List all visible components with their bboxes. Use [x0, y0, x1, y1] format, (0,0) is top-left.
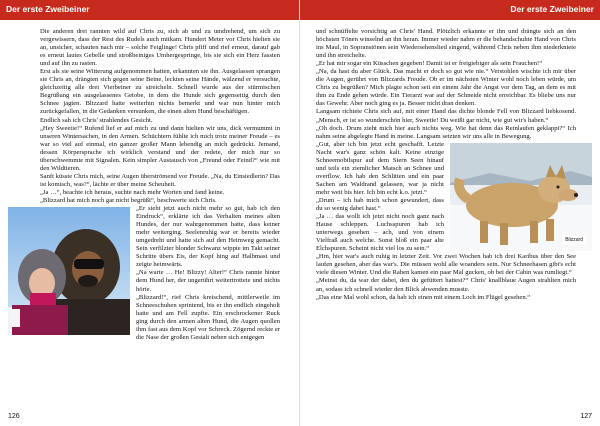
photo-couple-in-winter: [8, 207, 130, 335]
photo-caption: Blizzard: [562, 235, 586, 245]
chapter-title: Der erste Zweibeiner: [6, 4, 90, 14]
paragraph: „Ja …“, beachte ich heraus, suchte nach mehr Worten und fand keine.: [40, 188, 225, 196]
paragraph: „Oh doch. Drum zieht mich hier auch nichts weg. Wie hat denn das Reinlaufen geklappt?“ Ich nahm seine abgelegte Hand in meine. Langsam setzten wir uns alle in Bewegung.: [316, 124, 576, 140]
page-number: 126: [8, 413, 20, 420]
paragraph: „Er sieht jetzt auch nicht mehr so gut, hab ich den Eindruck“, erklärte ich das Verhalten meines alten Hundes, der nur wahrgenommen hatte, dass keiner mehr weiterging. Seelenruhig war er bereits wieder umgedreht und hatte sich auf den Heimweg gemacht. Sein verfilzter blonder Schwanz wippte im Takt seiner Schritte übers Eis, der Kopf hing auf Halbmast und zeigte heimwärts.: [136, 205, 280, 269]
paragraph: Langsam richtete Chris sich auf, mit einer Hand das dichte blonde Fell von Blizzard liebkosend. „Mensch, er ist so wunderschön hier, Sweetie! Du weißt gar nicht, wie gut wir's haben.“: [316, 108, 576, 124]
body-text: [40, 28, 280, 342]
paragraph: „Gut, aber ich bin jetzt echt geschafft. Letzte Nacht war's ganz schön kalt. Keine einzige Schneemobilspur auf dem Stern Seen hinauf und teils ein ziemlicher Matsch an Schnee und overflow. Ich hab den Schlitten und ein paar Sachen am Waldrand gelassen, war ja nicht mehr weit bis hier. Ich bin echt k.o. jetzt.“: [316, 140, 444, 196]
paragraph: „Blizzard!“, rief Chris kreischend, mittlerweile im Schneeschuhen sprintend, bis er ihn endlich eingeholt hatte und am Fell zupfte. Ein erschrockener Ruck ging durch den armen alten Hund, die Augen quollen ihm fast aus dem Kopf vor Schreck. Zögernd reckte er die Nase der großen Gestalt neben sich entgegen: [136, 293, 280, 341]
paragraph: „Meinst du, da war der dabei, den du gefüttert hattest?“ Chris' knallblaue Augen strahlten mich an, sodass ich schnell wieder den Blick abwenden musste.: [316, 277, 576, 293]
paragraph: „Drum – ich hab mich schon gewundert, dass du so wenig dabei hast.“: [316, 196, 444, 213]
paragraph: „Hm, hier war's auch ruhig in letzter Zeit. Vor zwei Wochen hab ich drei Karibus über den See laufen gesehen, aber das war's. Die müssen wohl alle woanders sein. Nur Schneehasen gibt's echt viele diesen Winter. Und die Raben kamen ein paar Mal gucken, ob bei der Cabin was rumliegt.“: [316, 253, 576, 277]
paragraph: „Blizzard hat mich noch gar nicht begrüßt“, beschwerte sich Chris.: [40, 196, 217, 204]
paragraph: „Er hat mir sogar ein Küsschen gegeben! Damit ist er freigiebiger als sein Frauchen!“: [316, 60, 543, 68]
paragraph: Endlich sah ich Chris' strahlendes Gesicht.: [40, 116, 153, 124]
paragraph: und schnüffelte vorsichtig an Chris' Hand. Plötzlich erkannte er ihn und drängte sich an den höchsten Tönen winselnd an ihn heran. Immer wieder nahm er die behandschuhte Hand von Chris ins Maul, in Sopranstönen sein Wiedersehenslied singend, während Chris neben ihm niederkniete und ihn streichelte.: [316, 28, 576, 60]
paragraph: „Na warte … He! Blizzy! Alter!“ Chris rannte hinter dem Hund her, der ungerührt weitertrottete und nichts hörte.: [136, 269, 280, 293]
paragraph: Die anderen drei rannten wild auf Chris zu, sich ab und zu umdrehend, um sich zu vergewissern, dass der Rest des Rudels auch mitkam. Hundert Meter vor Chris hielten sie an, unsicher, schauten nach mir – solche Feiglinge! Chris pfiff und rief erneut, darauf gab es erneut lautes Gebelle und stroßbeiniges Umhergespringe, bis sie sich ein Herz fassten und auf ihn zu rasten.: [40, 28, 280, 68]
page-number: 127: [580, 413, 592, 420]
chapter-title: Der erste Zweibeiner: [510, 4, 594, 14]
photo-blizzard-dog: [450, 143, 592, 251]
right-page: [300, 0, 600, 426]
paragraph: „Ja … das wollt ich jetzt nicht noch ganz nach Hause schleppen. Luchsspuren hab ich unterwegs gesehen – ach, und von einem Vielfraß auch welche. Sonst bloß ein paar alte Elchspuren. Scheint nicht viel los zu sein.“: [316, 213, 444, 253]
body-text: [316, 28, 583, 302]
photo-illustration: [8, 207, 130, 335]
paragraph: „Das eine Mal wohl schon, da hab ich einen mit einem Loch im Flügel gesehen.“: [316, 293, 531, 301]
paragraph: Erst als sie seine Witterung aufgenommen hatten, erkannten sie ihn. Ausgelassen sprangen sie Chris an, drängten sich gegen seine Beine, leckten seine Hände, wälzend er versuchte, gleichzeitig alle drei Vierbeiner zu streicheln. Schnell wurde aus der stürmischen Begrüßung ein ausgelassenes Getobe, in dem die Hunde sich gegenseitig durch den Schnee jagten. Blizzard hatte weiterhin nichts bemerkt und war nun hinter mich zurückgefallen, in die Gedanken versunken, die einen alten Hund beschäftigen.: [40, 68, 280, 116]
paragraph: Sanft küsste Chris mich, seine Augen überströmend vor Freude. „Na, du Einsiedlerin? Das ist komisch, was?“, lächte er über meine Scheuheit.: [40, 172, 280, 188]
paragraph: „Hey Sweetie!“ Rufend lief er auf mich zu und dann hielten wir uns, dick vermummt in unseren Wintersachen, in den Armen. Schüchtern fühlte ich mich trotz meiner Freude – es war so viel auf einmal, ein ganzer großer Mann lebendig an mich gedrückt. Jemand, dessen Körpersprache ich wirklich verstand und der redete, der mich nur so überschwemmte mit Signalen. Kein simpler Austausch von „Freund oder Feind?“ wie mit den Wildtieren.: [40, 124, 280, 172]
paragraph: „Na, da hast du aber Glück. Das macht er doch so gut wie nie.“ Verstohlen wischte ich mir über die Augen, gerührt von Blizzards Freude. Ob er im nächsten Winter wohl noch leben würde, um Chris zu begrüßen? Mich plagte schon seit ein einem Jahr die Angst vor dem Tag, an dem es mit ihm zu Ende gehen würde. Ein Tierarzt war auf der Schneide nicht erreichbar. Es bliebe uns nur das Gewehr. Aber noch ging es ja. Besser nicht dran denken.: [316, 68, 576, 108]
